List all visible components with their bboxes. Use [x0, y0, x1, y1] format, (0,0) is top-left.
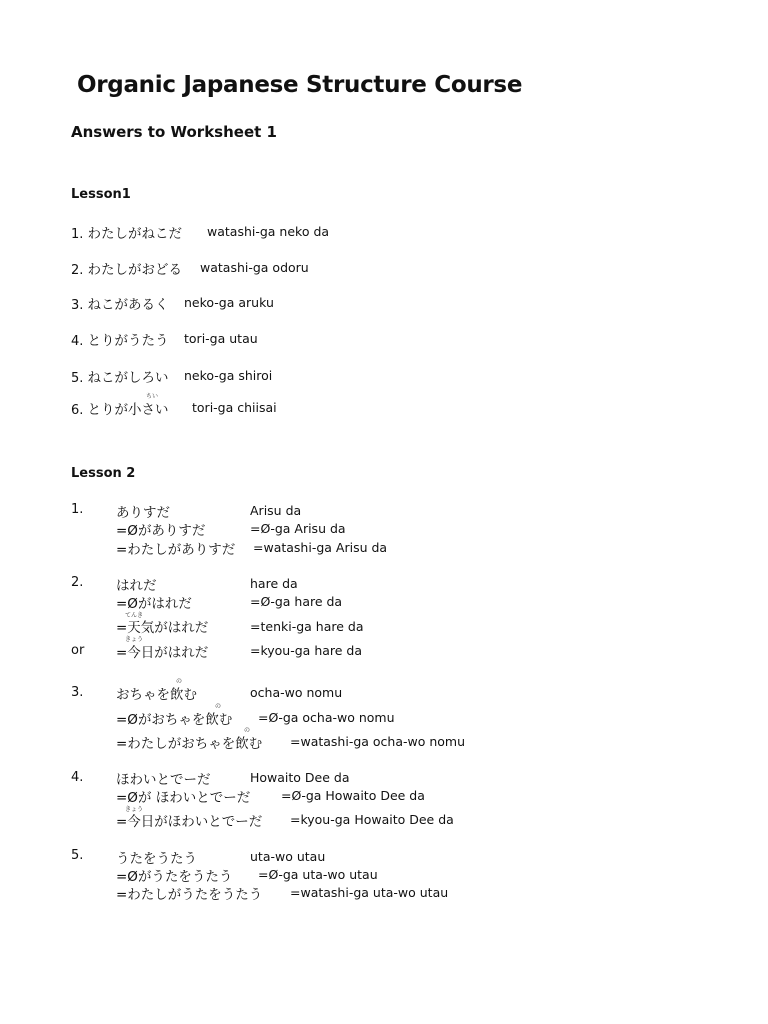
romaji-text: watashi-ga odoru — [200, 260, 309, 275]
japanese-text: =Øがおちゃを飲む — [116, 712, 233, 728]
romaji-text: neko-ga shiroi — [184, 368, 273, 383]
japanese-text: =わたしがありすだ — [116, 542, 236, 558]
list-item — [71, 293, 169, 313]
item-number: 1. — [71, 227, 84, 242]
romaji-text: hare da — [250, 576, 298, 591]
list-item — [71, 222, 182, 242]
item-number: 4. — [71, 770, 84, 785]
japanese-text: ありすだ — [116, 505, 170, 521]
romaji-text: =Ø-ga uta-wo utau — [258, 867, 378, 882]
japanese-text: =わたしがうたをうたう — [116, 887, 263, 903]
romaji-text: =Ø-ga Arisu da — [250, 521, 346, 536]
list-item — [71, 258, 182, 278]
japanese-text: ほわいとでーだ — [116, 772, 211, 788]
item-number: 5. — [71, 848, 84, 863]
lesson2-heading: Lesson 2 — [71, 466, 136, 481]
furigana: きょう — [125, 636, 144, 643]
item-number: 3. — [71, 298, 84, 313]
romaji-text: ocha-wo nomu — [250, 685, 343, 700]
romaji-text: =tenki-ga hare da — [250, 619, 364, 634]
japanese-text: はれだ — [116, 578, 157, 594]
romaji-text: =kyou-ga Howaito Dee da — [290, 812, 454, 827]
item-number: 6. — [71, 403, 84, 418]
or-label: or — [71, 643, 85, 658]
japanese-text: =今日がはれだ — [116, 645, 209, 661]
worksheet-subtitle: Answers to Worksheet 1 — [71, 123, 277, 141]
list-item — [71, 329, 169, 349]
furigana: の — [215, 703, 222, 710]
japanese-text: =Øがはれだ — [116, 596, 192, 612]
romaji-text: neko-ga aruku — [184, 295, 274, 310]
romaji-text: =kyou-ga hare da — [250, 643, 363, 658]
romaji-text: Howaito Dee da — [250, 770, 350, 785]
japanese-text: うたをうたう — [116, 851, 197, 867]
japanese-text: とりがうたう — [87, 333, 169, 349]
lesson1-heading: Lesson1 — [71, 187, 131, 202]
japanese-text: =Øがありすだ — [116, 523, 206, 539]
page-title: Organic Japanese Structure Course — [77, 72, 523, 98]
romaji-text: =Ø-ga ocha-wo nomu — [258, 710, 395, 725]
japanese-text: わたしがねこだ — [87, 226, 183, 242]
romaji-text: watashi-ga neko da — [207, 224, 330, 239]
furigana: きょう — [125, 806, 144, 813]
japanese-text: =天気がはれだ — [116, 620, 209, 636]
japanese-text: わたしがおどる — [87, 262, 183, 278]
japanese-text: =今日がほわいとでーだ — [116, 814, 263, 830]
furigana: の — [176, 678, 183, 685]
furigana: てんき — [125, 612, 144, 619]
list-item — [71, 366, 169, 386]
japanese-text: =Øが ほわいとでーだ — [116, 790, 251, 806]
romaji-text: =Ø-ga Howaito Dee da — [281, 788, 425, 803]
item-number: 2. — [71, 575, 84, 590]
furigana: の — [244, 727, 251, 734]
romaji-text: =watashi-ga Arisu da — [253, 540, 388, 555]
romaji-text: =Ø-ga hare da — [250, 594, 343, 609]
japanese-text: ねこがあるく — [87, 297, 169, 313]
item-number: 4. — [71, 334, 84, 349]
romaji-text: Arisu da — [250, 503, 302, 518]
item-number: 3. — [71, 685, 84, 700]
romaji-text: tori-ga utau — [184, 331, 258, 346]
japanese-text: =わたしがおちゃを飲む — [116, 736, 263, 752]
japanese-text: =Øがうたをうたう — [116, 869, 233, 885]
romaji-text: =watashi-ga uta-wo utau — [290, 885, 449, 900]
furigana: ちい — [146, 393, 159, 400]
romaji-text: uta-wo utau — [250, 849, 326, 864]
japanese-text: ねこがしろい — [87, 370, 169, 386]
romaji-text: =watashi-ga ocha-wo nomu — [290, 734, 466, 749]
item-number: 5. — [71, 371, 84, 386]
romaji-text: tori-ga chiisai — [192, 400, 277, 415]
japanese-text: おちゃを飲む — [116, 687, 197, 703]
item-number: 2. — [71, 263, 84, 278]
list-item — [71, 398, 169, 418]
item-number: 1. — [71, 502, 84, 517]
japanese-text: とりが小さい — [87, 402, 169, 418]
